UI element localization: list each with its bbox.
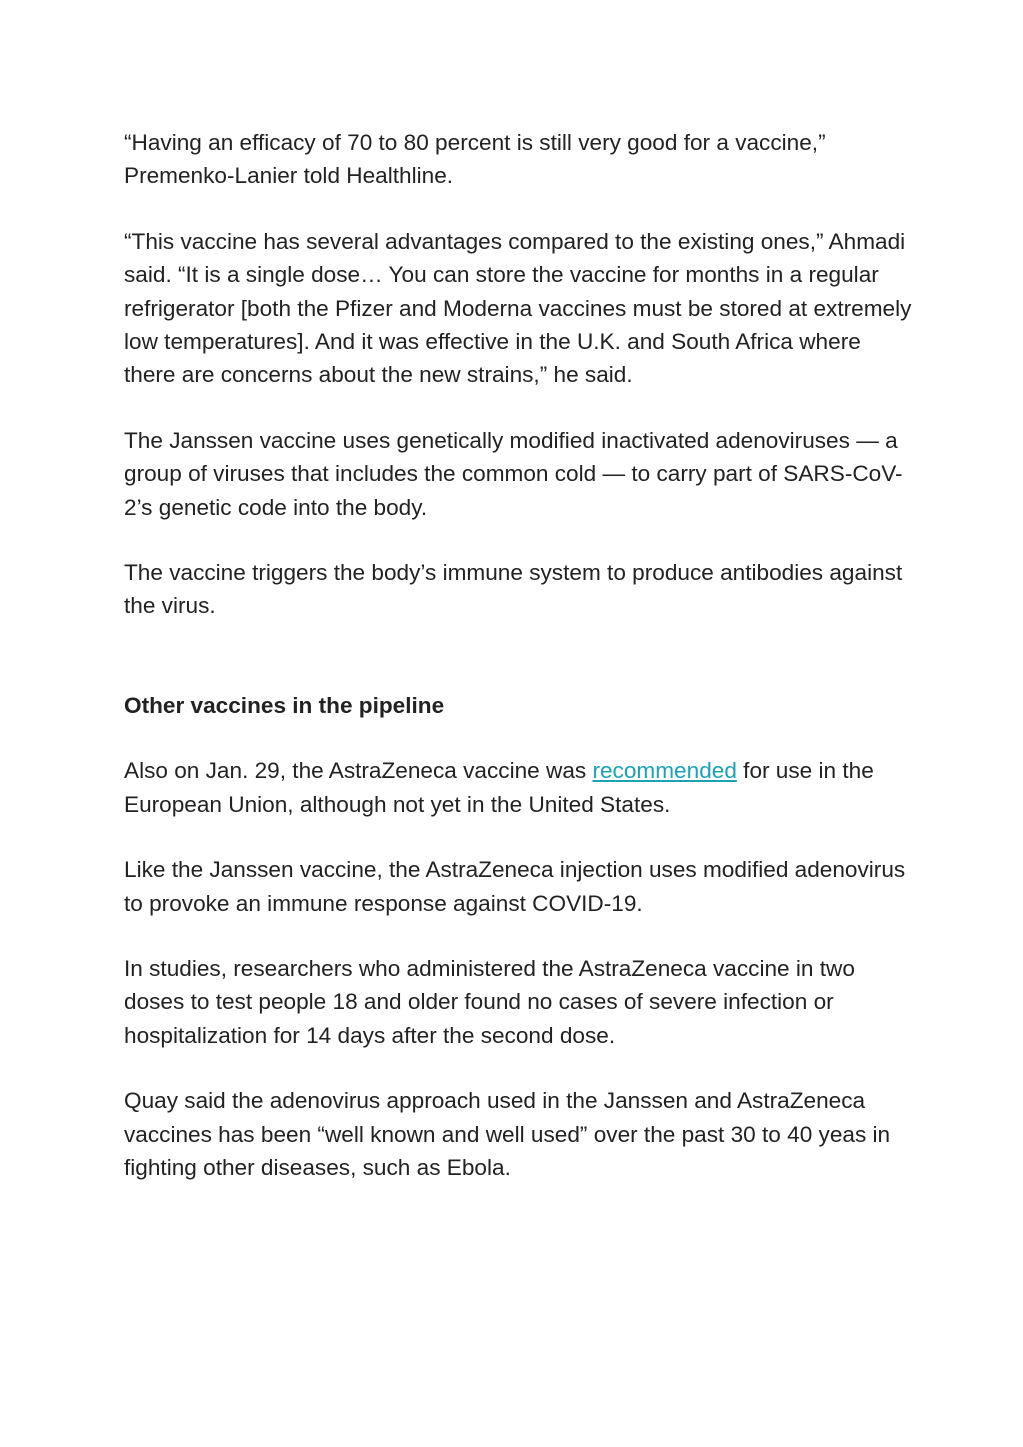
section-heading: Other vaccines in the pipeline <box>124 692 445 718</box>
paragraph-efficacy-quote: “Having an efficacy of 70 to 80 percent is still very good for a vaccine,” Premenko-Lanier told Healthline. <box>124 130 826 189</box>
article-body <box>124 126 914 1216</box>
paragraph-astrazeneca-recommended <box>124 754 914 821</box>
paragraph-quay-adenovirus: Quay said the adenovirus approach used in the Janssen and AstraZeneca vaccines has been “well known and well used” over the past 30 to 40 yeas in fighting other diseases, such as Ebola. <box>124 1088 891 1180</box>
paragraph-immune-response: The vaccine triggers the body’s immune system to produce antibodies against the virus. <box>124 560 903 619</box>
paragraph-text-before-link: Also on Jan. 29, the AstraZeneca vaccine was <box>124 758 593 784</box>
paragraph-astrazeneca-adenovirus: Like the Janssen vaccine, the AstraZeneca injection uses modified adenovirus to provoke an immune response against COVID-19. <box>124 857 906 916</box>
recommended-link[interactable]: recommended <box>592 758 737 784</box>
paragraph-advantages-quote: “This vaccine has several advantages compared to the existing ones,” Ahmadi said. “It is a single dose… You can store the vaccine for months in a regular refrigerator [both the Pfizer and Moderna vaccines must be stored at extremely low temperatures]. And it was effective in the U.K. and South Africa where there are concerns about the new strains,” he said. <box>124 228 912 388</box>
paragraph-astrazeneca-studies: In studies, researchers who administered the AstraZeneca vaccine in two doses to test people 18 and older found no cases of severe infection or hospitalization for 14 days after the second dose. <box>124 955 855 1048</box>
paragraph-janssen-adenovirus: The Janssen vaccine uses genetically modified inactivated adenoviruses — a group of viruses that includes the common cold — to carry part of SARS-CoV-2’s genetic code into the body. <box>124 427 903 520</box>
paragraph-text-after-link: for use in the European Union, although not yet in the United States. <box>124 758 874 817</box>
